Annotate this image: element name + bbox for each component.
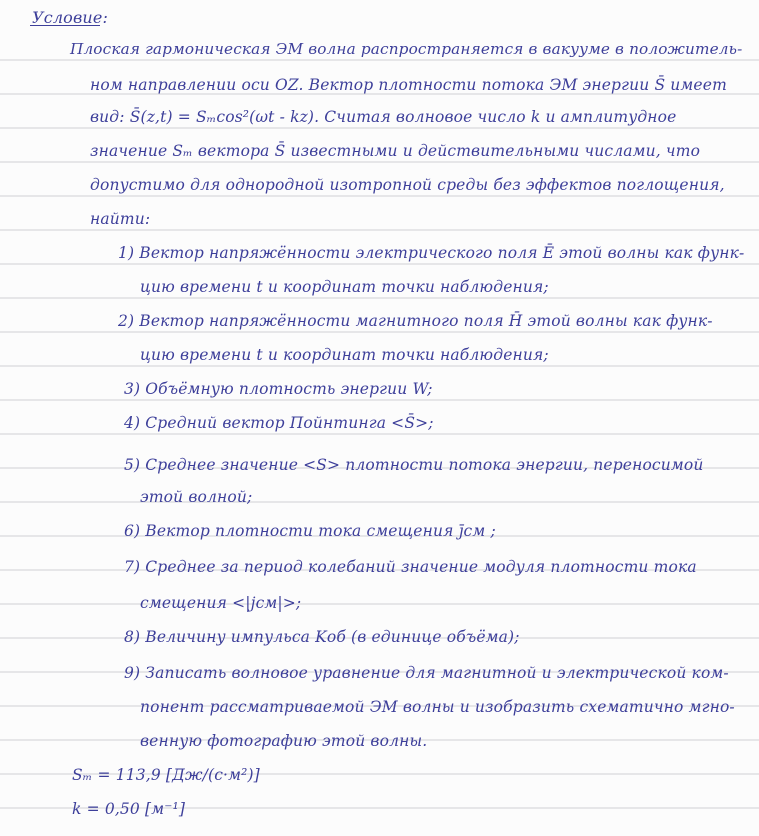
task-item-2: 2) Вектор напряжённости магнитного поля H̄ этой волны как функ-: [118, 312, 713, 330]
heading: Условие:: [32, 8, 109, 27]
task-item-5-cont: этой волной;: [140, 488, 253, 506]
given-k: k = 0,50 [м⁻¹]: [72, 800, 186, 818]
task-item-1: 1) Вектор напряжённости электрического поля Ē этой волны как функ-: [118, 244, 745, 262]
task-item-6: 6) Вектор плотности тока смещения j̄см ;: [124, 522, 496, 540]
intro-line: найти:: [90, 210, 151, 228]
task-item-1-cont: цию времени t и координат точки наблюдения;: [140, 278, 549, 296]
task-item-7: 7) Среднее за период колебаний значение модуля плотности тока: [124, 558, 697, 576]
task-item-5: 5) Среднее значение <S> плотности потока энергии, переносимой: [124, 456, 704, 474]
task-item-4: 4) Средний вектор Пойнтинга <S̄>;: [124, 414, 434, 432]
given-sm: Sₘ = 113,9 [Дж/(с·м²)]: [72, 766, 260, 784]
task-item-9-cont: понент рассматриваемой ЭМ волны и изобразить схематично мгно-: [140, 698, 735, 716]
task-item-9-cont: венную фотографию этой волны.: [140, 732, 428, 750]
task-item-2-cont: цию времени t и координат точки наблюдения;: [140, 346, 549, 364]
task-item-7-cont: смещения <|jсм|>;: [140, 594, 302, 612]
intro-line: допустимо для однородной изотропной среды без эффектов поглощения,: [90, 176, 725, 194]
intro-line: вид: S̄(z,t) = Sₘcos²(ωt - kz). Считая волновое число k и амплитудное: [90, 108, 677, 126]
intro-line: значение Sₘ вектора S̄ известными и действительными числами, что: [90, 142, 701, 160]
task-item-8: 8) Величину импульса Kоб (в единице объёма);: [124, 628, 520, 646]
task-item-9: 9) Записать волновое уравнение для магнитной и электрической ком-: [124, 664, 729, 682]
task-item-3: 3) Объёмную плотность энергии W;: [124, 380, 433, 398]
intro-line: Плоская гармоническая ЭМ волна распространяется в вакууме в положитель-: [70, 40, 743, 58]
intro-line: ном направлении оси OZ. Вектор плотности потока ЭМ энергии S̄ имеет: [90, 76, 727, 94]
heading-underline: [30, 25, 100, 26]
